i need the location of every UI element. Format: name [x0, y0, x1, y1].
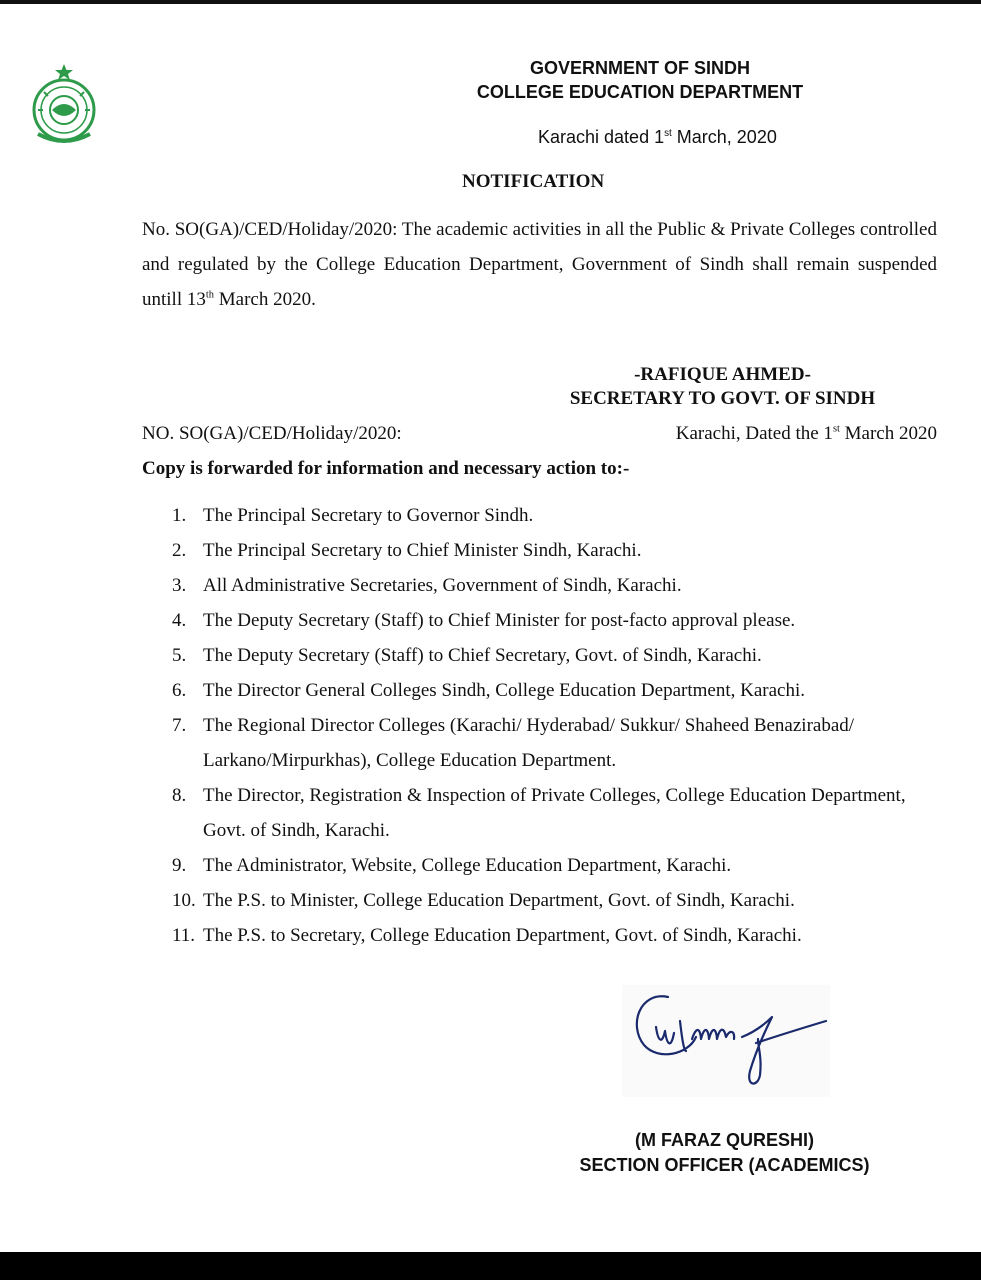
- distribution-item-number: 8.: [172, 785, 187, 806]
- distribution-item-text: The Principal Secretary to Governor Sindh.: [203, 505, 534, 526]
- distribution-item-text: The P.S. to Secretary, College Education Department, Govt. of Sindh, Karachi.: [203, 925, 802, 946]
- top-border: [0, 0, 981, 4]
- distribution-item: [172, 498, 912, 533]
- distribution-item: [172, 533, 912, 568]
- distribution-item-text: All Administrative Secretaries, Government of Sindh, Karachi.: [203, 575, 682, 596]
- distribution-item-number: 4.: [172, 610, 187, 631]
- distribution-item-number: 2.: [172, 540, 187, 561]
- distribution-item: [172, 848, 912, 883]
- distribution-item-number: 3.: [172, 575, 187, 596]
- distribution-item-text: The Administrator, Website, College Education Department, Karachi.: [203, 855, 732, 876]
- distribution-list: [172, 498, 912, 953]
- notification-body: No. SO(GA)/CED/Holiday/2020: The academic activities in all the Public & Private Colleges controlled and regulated by the College Education Department, Government of Sindh shall remain suspended untill 13th March 2020.: [142, 219, 937, 310]
- signatory-title: SECRETARY TO GOVT. OF SINDH: [569, 388, 876, 409]
- distribution-item-text: The P.S. to Minister, College Education Department, Govt. of Sindh, Karachi.: [203, 890, 795, 911]
- distribution-item: [172, 708, 912, 778]
- distribution-item-text: The Deputy Secretary (Staff) to Chief Minister for post-facto approval please.: [203, 610, 796, 631]
- distribution-item: [172, 673, 912, 708]
- officer-title: SECTION OFFICER (ACADEMICS): [579, 1155, 870, 1175]
- government-heading: GOVERNMENT OF SINDH: [529, 58, 750, 78]
- distribution-item-text: The Director General Colleges Sindh, College Education Department, Karachi.: [203, 680, 805, 701]
- copy-forwarded-heading: Copy is forwarded for information and necessary action to:-: [142, 458, 630, 479]
- reference-date: Karachi, Dated the 1st March 2020: [675, 423, 937, 444]
- distribution-item-number: 9.: [172, 855, 187, 876]
- distribution-item: [172, 568, 912, 603]
- distribution-item: [172, 918, 912, 953]
- distribution-item-text: The Principal Secretary to Chief Minister Sindh, Karachi.: [203, 540, 642, 561]
- distribution-item-number: 11.: [172, 925, 196, 946]
- distribution-item-text: The Deputy Secretary (Staff) to Chief Secretary, Govt. of Sindh, Karachi.: [203, 645, 762, 666]
- reference-number: NO. SO(GA)/CED/Holiday/2020:: [142, 423, 402, 444]
- signatory-name: -RAFIQUE AHMED-: [634, 364, 811, 385]
- distribution-item-number: 7.: [172, 715, 187, 736]
- issue-date: Karachi dated 1st March, 2020: [538, 127, 777, 147]
- distribution-item: [172, 883, 912, 918]
- distribution-item-text: The Director, Registration & Inspection of Private Colleges, College Education Department, Govt. of Sindh, Karachi.: [203, 785, 906, 841]
- distribution-item: [172, 603, 912, 638]
- officer-name: (M FARAZ QURESHI): [635, 1130, 814, 1150]
- distribution-item-text: The Regional Director Colleges (Karachi/ Hyderabad/ Sukkur/ Shaheed Benazirabad/ Larkano/Mirpurkhas), College Education Department.: [203, 715, 855, 771]
- bottom-bar: [0, 1252, 981, 1280]
- reference-row: [142, 423, 937, 445]
- distribution-item-number: 10.: [172, 890, 196, 911]
- distribution-item: [172, 638, 912, 673]
- department-heading: COLLEGE EDUCATION DEPARTMENT: [476, 82, 804, 102]
- distribution-item-number: 1.: [172, 505, 187, 526]
- handwritten-signature: [622, 985, 830, 1097]
- sindh-government-seal-icon: [24, 62, 104, 144]
- notification-title: NOTIFICATION: [462, 171, 605, 192]
- distribution-item-number: 6.: [172, 680, 187, 701]
- distribution-item-number: 5.: [172, 645, 187, 666]
- distribution-item: [172, 778, 912, 848]
